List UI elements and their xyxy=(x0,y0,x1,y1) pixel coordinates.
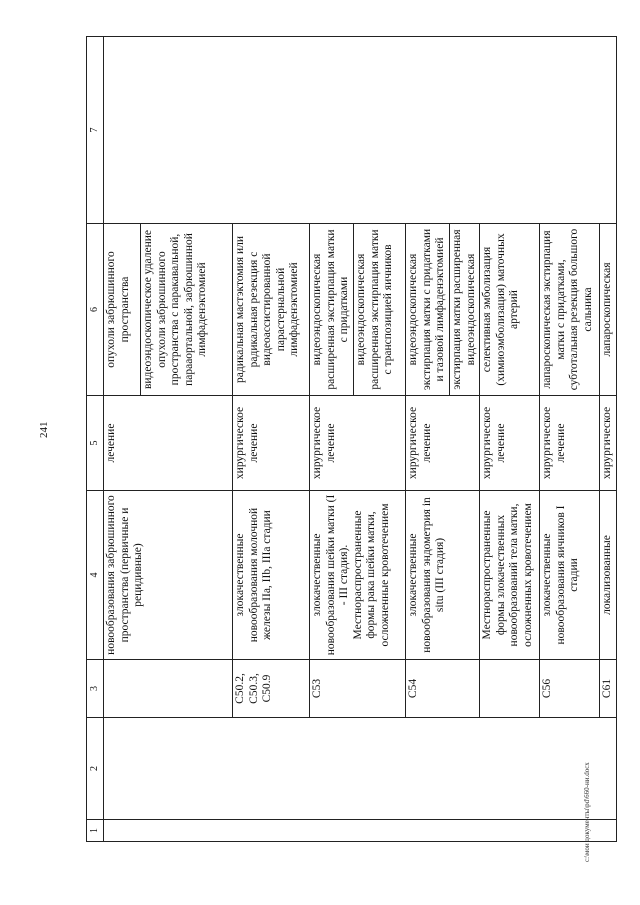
column-number-row xyxy=(87,37,104,842)
column-number: 7 xyxy=(87,37,104,224)
cell-treatment: хирургическое xyxy=(600,396,617,491)
page-number: 241 xyxy=(38,421,50,438)
rotated-table-container xyxy=(86,37,614,842)
cell-method: видеоэндоскопическое удаление опухоли забрюшинного пространства с паракавальной, парааортальной, забрюшинной лимфаденэктомией xyxy=(141,224,233,396)
cell-method: видеоэндоскопическая экстирпация матки с придатками и тазовой лимфаденэктомией xyxy=(406,224,450,396)
cell-code: С54 xyxy=(406,660,480,718)
col7-empty xyxy=(104,37,617,224)
cell-method: лапароскопическая xyxy=(600,224,617,396)
cell-code: С61 xyxy=(600,660,617,718)
footer-file-path: c:\мои документы\pd\660-ни.docx xyxy=(583,762,591,862)
cell-method: видеоэндоскопическая расширенная экстирпация матки с транспозицией яичников xyxy=(354,224,406,396)
column-number: 1 xyxy=(87,820,104,842)
column-number: 6 xyxy=(87,224,104,396)
cell-diagnosis: злокачественные новообразования молочной железы IIa, IIb, IIIa стадии xyxy=(233,491,310,660)
cell-code: С53 xyxy=(310,660,406,718)
cell-treatment: хирургическое лечение xyxy=(540,396,600,491)
cell-code: С56 xyxy=(540,660,600,718)
medical-procedures-table xyxy=(86,36,617,842)
cell-method: опухоли забрюшинного пространства xyxy=(104,224,141,396)
cell-diagnosis: злокачественные новообразования шейки матки (I - III стадия). Местнораспространенные формы рака шейки матки, осложненные кровотечением xyxy=(310,491,406,660)
cell-treatment: хирургическое лечение xyxy=(310,396,406,491)
column-number: 4 xyxy=(87,491,104,660)
cell-method: лапароскопическая экстирпация матки с придатками, субтотальная резекция большого сальника xyxy=(540,224,600,396)
cell-diagnosis: злокачественные новообразования эндометрия in situ (III стадия) xyxy=(406,491,480,660)
cell-method: экстирпация матки расширенная видеоэндоскопическая xyxy=(450,224,480,396)
cell-code xyxy=(104,660,233,718)
column-number: 2 xyxy=(87,718,104,820)
table-row xyxy=(104,37,141,842)
column-number: 5 xyxy=(87,396,104,491)
cell-treatment: хирургическое лечение xyxy=(233,396,310,491)
cell-method: селективная эмболизация (химиоэмболизация) маточных артерий xyxy=(480,224,540,396)
cell-code: С50.2, С50.3, С50.9 xyxy=(233,660,310,718)
cell-treatment: хирургическое лечение xyxy=(406,396,480,491)
cell-diagnosis: злокачественные новообразования яичников I стадии xyxy=(540,491,600,660)
cell-treatment: хирургическое лечение xyxy=(480,396,540,491)
cell-treatment: лечение xyxy=(104,396,233,491)
col1-empty xyxy=(104,820,617,842)
col2-empty xyxy=(104,718,617,820)
cell-method: видеоэндоскопическая расширенная экстирпация матки с придатками xyxy=(310,224,354,396)
column-number: 3 xyxy=(87,660,104,718)
cell-diagnosis: локализованные xyxy=(600,491,617,660)
cell-code xyxy=(480,660,540,718)
cell-diagnosis: новообразования забрюшинного пространства (первичные и рецидивные) xyxy=(104,491,233,660)
cell-diagnosis: Местнораспространенные формы злокачественных новообразований тела матки, осложненных кровотечением xyxy=(480,491,540,660)
cell-method: радикальная мастэктомия или радикальная резекция с видеоассистированной парастернальной лимфаденэктомией xyxy=(233,224,310,396)
